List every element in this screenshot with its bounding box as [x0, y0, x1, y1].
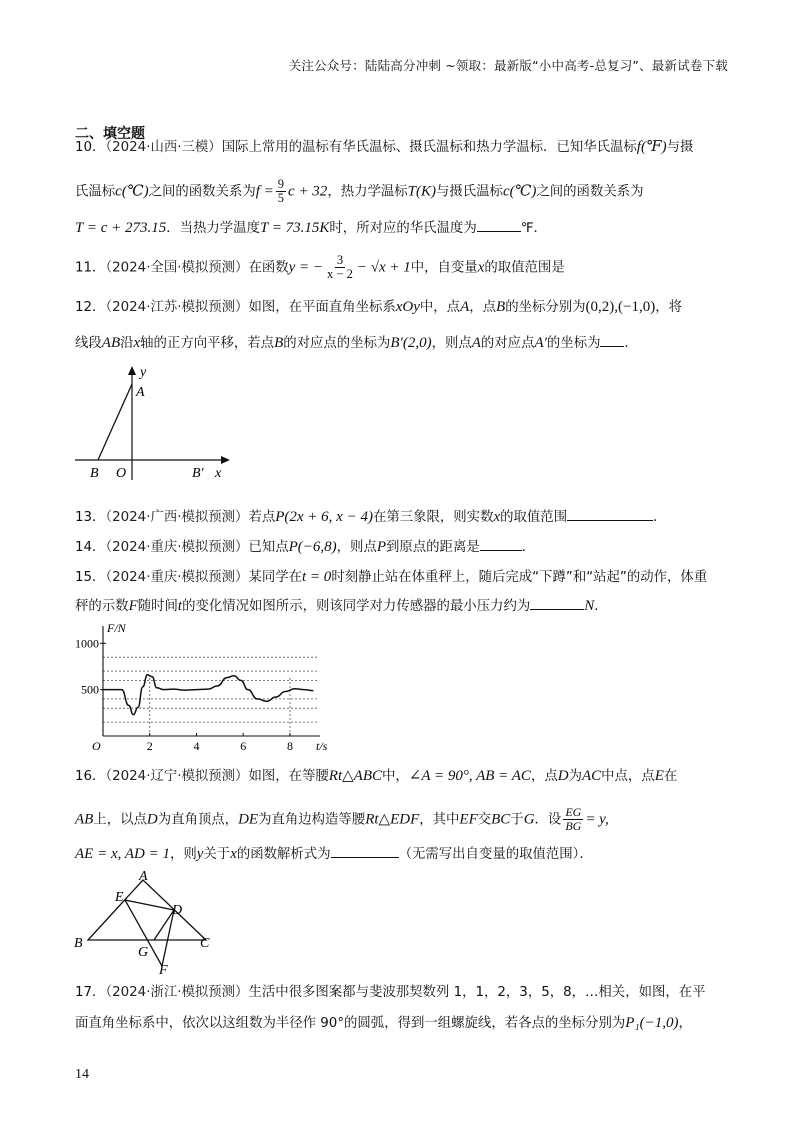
- q10-frac-den: 5: [277, 191, 285, 205]
- q14-text: 已知点: [248, 540, 289, 555]
- q11-frac-den: x − 2: [327, 267, 353, 281]
- q16-text: 关于: [203, 847, 231, 862]
- q15-num: 15．: [75, 570, 106, 585]
- q10-eq-lhs: f =: [255, 183, 274, 200]
- q15-text: 随时间: [137, 599, 178, 614]
- q12-text: 中，点: [419, 300, 461, 315]
- q12-text: ，点: [469, 300, 497, 315]
- q16-num: 16．: [75, 769, 106, 784]
- chart-origin: O: [92, 739, 101, 753]
- q12-text: 轴的正方向平移，若点: [140, 336, 275, 351]
- segment-ed: [125, 900, 174, 910]
- q12-source: （2024·江苏·模拟预测）: [105, 300, 249, 315]
- q12-text: 的坐标为: [546, 336, 601, 351]
- q16-d: D: [557, 768, 569, 784]
- q10-eq2: T = c + 273.15: [75, 220, 167, 236]
- q10-fraction: [276, 178, 286, 205]
- q10-text: ．当热力学温度: [166, 221, 260, 236]
- q12-x: x: [133, 335, 141, 351]
- x-tick-label: 8: [286, 739, 293, 753]
- q16-text: （无需写出自变量的取值范围）．: [398, 847, 593, 862]
- q11-eq-rhs: − √x + 1: [356, 259, 411, 276]
- q16-cond2: AE = x, AD = 1: [75, 846, 170, 862]
- q13-text: 的取值范围: [500, 510, 568, 525]
- q15-line2: [75, 595, 608, 617]
- q12-coords: (0,2),(−1,0): [585, 299, 656, 315]
- q13-text: 在第三象限，则实数: [372, 510, 494, 525]
- q17-num: 17．: [75, 985, 106, 1000]
- fig-label-b: B: [90, 466, 99, 481]
- q13-point: P(2x + 6, x − 4): [275, 509, 373, 525]
- q16-text: 上，以点: [93, 812, 147, 828]
- q14-line1: [75, 536, 535, 558]
- q13-x: x: [493, 509, 501, 525]
- q16-source: （2024·辽宁·模拟预测）: [105, 769, 249, 784]
- triangle-abc: [88, 880, 206, 940]
- q15-text: 秤的示数: [75, 599, 129, 614]
- fig-label-b: B: [74, 936, 83, 951]
- fig-label-a: A: [136, 385, 145, 400]
- q16-ef: EF: [459, 811, 478, 828]
- q10-num: 10．: [75, 140, 106, 155]
- q17-source: （2024·浙江·模拟预测）: [105, 985, 249, 1000]
- q11-text: 的取值范围是: [484, 260, 565, 276]
- q15-source: （2024·重庆·模拟预测）: [105, 570, 249, 585]
- q13-line1: [75, 506, 666, 528]
- q16-line2: [75, 806, 609, 833]
- q10-text: 与摄: [666, 140, 694, 155]
- q12-figure: [70, 360, 240, 485]
- q16-text: 为直角边构造等腰: [258, 812, 366, 828]
- q10-answer-blank[interactable]: [477, 217, 521, 232]
- x-tick-label: 4: [193, 739, 200, 753]
- q12-bprime: B′(2,0): [390, 335, 432, 351]
- q12-xoy: xOy: [395, 299, 420, 315]
- q13-source: （2024·广西·模拟预测）: [105, 510, 249, 525]
- q16-frac-den: BG: [565, 819, 582, 833]
- q12-text: ，将: [655, 300, 683, 315]
- fig-label-c: C: [200, 936, 210, 951]
- segment-ab: [98, 384, 132, 460]
- q10-text: 氏温标: [75, 184, 116, 200]
- q10-line3: [75, 217, 547, 239]
- q10-line1: [75, 137, 693, 158]
- q14-text: ，则点: [336, 540, 377, 555]
- y-axis-arrow: [128, 366, 136, 375]
- q16-triangle2: Rt△EDF: [365, 811, 420, 828]
- q15-line1: [75, 567, 707, 588]
- q15-unit-n: N: [584, 598, 595, 614]
- q12-line1: [75, 297, 682, 318]
- q15-t: t: [177, 598, 183, 614]
- q10-text: ℉．: [520, 221, 547, 236]
- fig-label-bprime: B′: [192, 466, 204, 481]
- q16-answer-blank[interactable]: [331, 843, 399, 858]
- q10-text: 国际上常用的温标有华氏温标、摄氏温标和热力学温标．已知华氏温标: [221, 140, 637, 155]
- q16-x: x: [230, 846, 237, 862]
- section-title: 二、填空题: [75, 126, 145, 142]
- q10-text: 时，所对应的华氏温度为: [329, 221, 477, 236]
- q16-text: 如图，在等腰: [248, 769, 329, 784]
- q10-text: 与摄氏温标: [436, 184, 503, 200]
- q16-bc: BC: [491, 811, 511, 828]
- q14-source: （2024·重庆·模拟预测）: [105, 540, 249, 555]
- q10-eq-rhs: c + 32: [288, 183, 328, 200]
- q17-text: 面直角坐标系中，依次以这组数为半径作 90°的圆弧，得到一组螺旋线，若各点的坐标分别为: [75, 1016, 626, 1031]
- q14-text: ．: [521, 540, 536, 555]
- q13-text: ．: [653, 510, 667, 525]
- q11-source: （2024·全国·模拟预测）: [105, 260, 249, 276]
- q12-answer-blank[interactable]: [600, 332, 624, 347]
- q11-frac-num: 3: [336, 253, 344, 267]
- q12-text: 的对应点的坐标为: [283, 336, 391, 351]
- q14-num: 14．: [75, 540, 106, 555]
- q12-num: 12．: [75, 300, 106, 315]
- page-number: 14: [75, 1067, 89, 1082]
- q15-f: F: [128, 598, 138, 614]
- q14-point: P(−6,8): [288, 539, 337, 555]
- q17-line2: [75, 1013, 692, 1034]
- q12-point-b: B: [496, 299, 506, 315]
- q16-y: y: [196, 846, 204, 862]
- q10-text: 之间的函数关系为: [148, 184, 256, 200]
- q15-force-chart: [70, 620, 340, 758]
- x-tick-label: 6: [240, 739, 247, 753]
- q14-text: 到原点的距离是: [386, 540, 480, 555]
- q16-text: ，则: [169, 847, 197, 862]
- x-tick-label: 2: [146, 739, 153, 753]
- q11-var: x: [477, 259, 485, 276]
- q12-segment: AB: [101, 335, 121, 351]
- force-curve: [103, 675, 313, 715]
- q10-T-unit: T(K): [407, 183, 436, 200]
- q16-figure: [68, 868, 218, 978]
- q16-text: 中点，点: [601, 769, 655, 784]
- q10-text: ，热力学温标: [327, 184, 408, 200]
- q16-y-eq: = y,: [585, 811, 609, 828]
- q10-c-unit: c(℃): [502, 183, 537, 200]
- q16-d: D: [146, 811, 158, 828]
- y-tick-label: 500: [81, 682, 99, 697]
- q17-text: 生活中很多图案都与斐波那契数列 1，1，2，3，5，8，…相关，如图，在平: [248, 985, 706, 1000]
- q12-text: ，则点: [431, 336, 472, 351]
- q17-p1: P₁(−1,0): [625, 1015, 679, 1031]
- fig-label-y: y: [140, 365, 147, 380]
- fig-label-o: O: [116, 466, 127, 481]
- q12-line2: [75, 332, 638, 354]
- q11-fraction: [325, 254, 355, 281]
- q16-text: 中，: [382, 769, 409, 784]
- q11-text: 在函数: [248, 260, 289, 276]
- q16-de: DE: [238, 811, 259, 828]
- q16-g: G: [523, 811, 535, 828]
- q12-point-a: A: [460, 299, 470, 315]
- q15-text: 的变化情况如图所示，则该同学对力传感器的最小压力约为: [182, 599, 531, 614]
- q12-text: 如图，在平面直角坐标系: [248, 300, 396, 315]
- q12-text: ．: [624, 336, 638, 351]
- chart-grid: [103, 657, 318, 736]
- q17-text: ，: [678, 1016, 692, 1031]
- q16-text: 为直角顶点，: [157, 812, 239, 828]
- q12-text: 线段: [75, 336, 102, 351]
- q13-num: 13．: [75, 510, 106, 525]
- q16-text: 在: [663, 769, 678, 784]
- q12-point-b: B: [274, 335, 284, 351]
- q11-text: 中，自变量: [410, 260, 478, 276]
- chart-ylabel: F/N: [107, 621, 126, 635]
- page-header: 关注公众号：陆陆高分冲刺 ~领取：最新版“小中高考-总复习”、最新试卷下载: [288, 58, 728, 73]
- q10-frac-num: 9: [277, 177, 285, 191]
- fig-label-f: F: [159, 963, 168, 978]
- q16-text: 于: [510, 812, 524, 828]
- q16-cond: ∠A = 90°, AB = AC: [408, 768, 531, 784]
- q10-source: （2024·山西·三模）: [105, 140, 222, 155]
- q15-text: 时刻静止站在体重秤上，随后完成“下蹲”和“站起”的动作，体重: [331, 570, 708, 585]
- q10-eq3: T = 73.15K: [259, 220, 330, 236]
- q12-aprime: A′: [534, 335, 547, 351]
- q15-answer-blank[interactable]: [530, 595, 584, 610]
- fig-label-e: E: [115, 890, 124, 905]
- q10-f-unit: f(℉): [636, 139, 667, 155]
- q16-fraction: [563, 806, 583, 833]
- chart-xlabel: t/s: [316, 739, 328, 753]
- q15-t0: t = 0: [302, 569, 332, 585]
- q16-text: ，点: [530, 769, 558, 784]
- q10-text: 之间的函数关系为: [536, 184, 644, 200]
- q14-answer-blank[interactable]: [480, 536, 522, 551]
- q16-ac: AC: [581, 768, 602, 784]
- q16-text: ．设: [534, 812, 562, 828]
- q10-c-unit: c(℃): [115, 183, 149, 200]
- q15-text: 某同学在: [248, 570, 303, 585]
- fig-label-x: x: [215, 466, 222, 481]
- q16-text: 的函数解析式为: [236, 847, 331, 862]
- q12-text: 的对应点: [480, 336, 535, 351]
- q13-text: 若点: [248, 510, 276, 525]
- q10-line2: [75, 178, 644, 205]
- q16-e: E: [654, 768, 664, 784]
- q16-ab: AB: [75, 811, 94, 828]
- x-axis-arrow: [221, 456, 230, 464]
- q16-triangle: Rt△ABC: [328, 768, 382, 784]
- q16-frac-num: EG: [565, 805, 582, 819]
- q11-line1: [75, 254, 565, 281]
- q12-text: 的坐标分别为: [505, 300, 586, 315]
- q16-text: ，其中: [419, 812, 460, 828]
- q12-point-a: A: [471, 335, 481, 351]
- q14-p: P: [376, 539, 386, 555]
- q16-text: 交: [477, 812, 492, 828]
- fig-label-g: G: [138, 945, 149, 960]
- fig-label-d: D: [172, 903, 183, 918]
- y-tick-label: 1000: [75, 636, 99, 651]
- q11-num: 11．: [75, 260, 106, 276]
- q16-line1: [75, 766, 677, 787]
- q15-text: ．: [594, 599, 608, 614]
- q13-answer-blank[interactable]: [567, 506, 653, 521]
- q11-eq-lhs: y = −: [288, 259, 324, 276]
- q16-line3: [75, 843, 593, 865]
- q16-text: 为: [568, 769, 582, 784]
- fig-label-a: A: [139, 869, 148, 884]
- q12-text: 沿: [120, 336, 134, 351]
- q17-line1: [75, 983, 706, 1003]
